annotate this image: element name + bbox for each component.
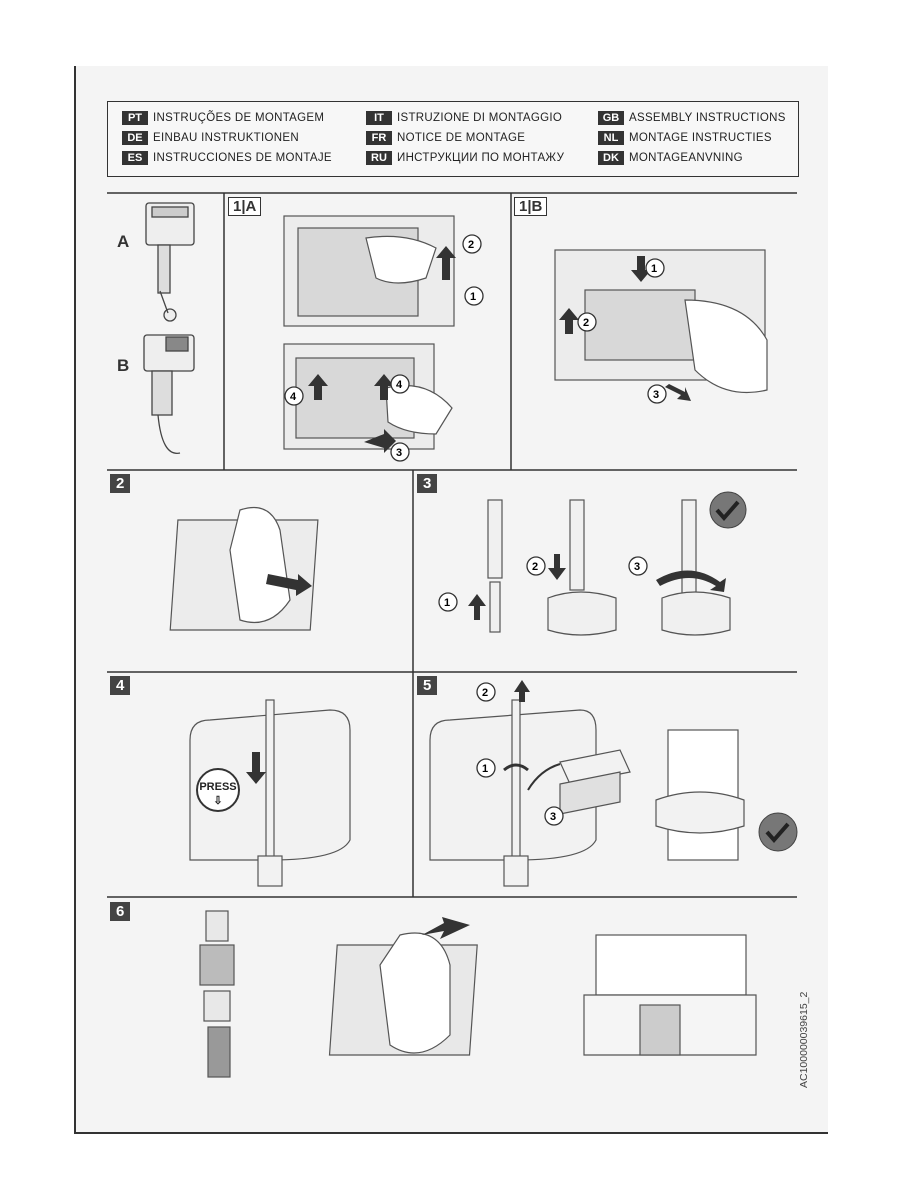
lang-row-pt: PT INSTRUÇÕES DE MONTAGEM	[122, 110, 324, 126]
step-2-illustration	[160, 490, 400, 670]
step-6-illustration	[170, 905, 790, 1105]
step-1b-label: 1|B	[514, 197, 547, 216]
step-1b-illustration	[545, 240, 785, 440]
callout-4: 4	[396, 379, 403, 391]
lang-row-it: IT ISTRUZIONE DI MONTAGGIO	[366, 110, 562, 126]
callout-2: 2	[482, 687, 489, 699]
cistern-drawings	[130, 195, 230, 475]
checkmark-icon	[759, 813, 797, 851]
callout-3: 3	[396, 447, 403, 459]
lang-row-fr: FR NOTICE DE MONTAGE	[366, 130, 525, 146]
press-badge	[196, 768, 240, 812]
lang-row-es: ES INSTRUCCIONES DE MONTAJE	[122, 150, 332, 166]
step-1a-label: 1|A	[228, 197, 261, 216]
callout-1: 1	[444, 597, 451, 609]
step-1a-illustration	[276, 208, 476, 458]
step-3-label: 3	[417, 474, 437, 493]
callout-4: 4	[290, 391, 297, 403]
step-3-illustration	[420, 490, 800, 670]
press-text: PRESS	[199, 781, 237, 793]
callout-3: 3	[550, 811, 557, 823]
callout-1: 1	[651, 263, 658, 275]
variant-a-label: A	[117, 232, 130, 251]
checkmark-icon	[710, 492, 746, 528]
callout-1: 1	[482, 763, 489, 775]
step-2-label: 2	[110, 474, 130, 493]
lang-row-nl: NL MONTAGE INSTRUCTIES	[598, 130, 772, 146]
callout-3: 3	[634, 561, 641, 573]
callout-3: 3	[653, 389, 660, 401]
lang-row-gb: GB ASSEMBLY INSTRUCTIONS	[598, 110, 786, 126]
step-5-label: 5	[417, 676, 437, 695]
lang-row-dk: DK MONTAGEANVNING	[598, 150, 743, 166]
step-4-label: 4	[110, 676, 130, 695]
variant-b-label: B	[117, 356, 130, 375]
callout-2: 2	[583, 317, 590, 329]
lang-row-ru: RU ИНСТРУКЦИИ ПО МОНТАЖУ	[366, 150, 564, 166]
callout-2: 2	[532, 561, 539, 573]
press-arrow-icon: ⇩	[213, 795, 223, 807]
step-6-label: 6	[110, 902, 130, 921]
step-5-illustration	[420, 680, 800, 890]
document-code: AC100000039615_2	[798, 991, 810, 1088]
callout-2: 2	[468, 239, 475, 251]
callout-1: 1	[470, 291, 477, 303]
lang-row-de: DE EINBAU INSTRUKTIONEN	[122, 130, 299, 146]
